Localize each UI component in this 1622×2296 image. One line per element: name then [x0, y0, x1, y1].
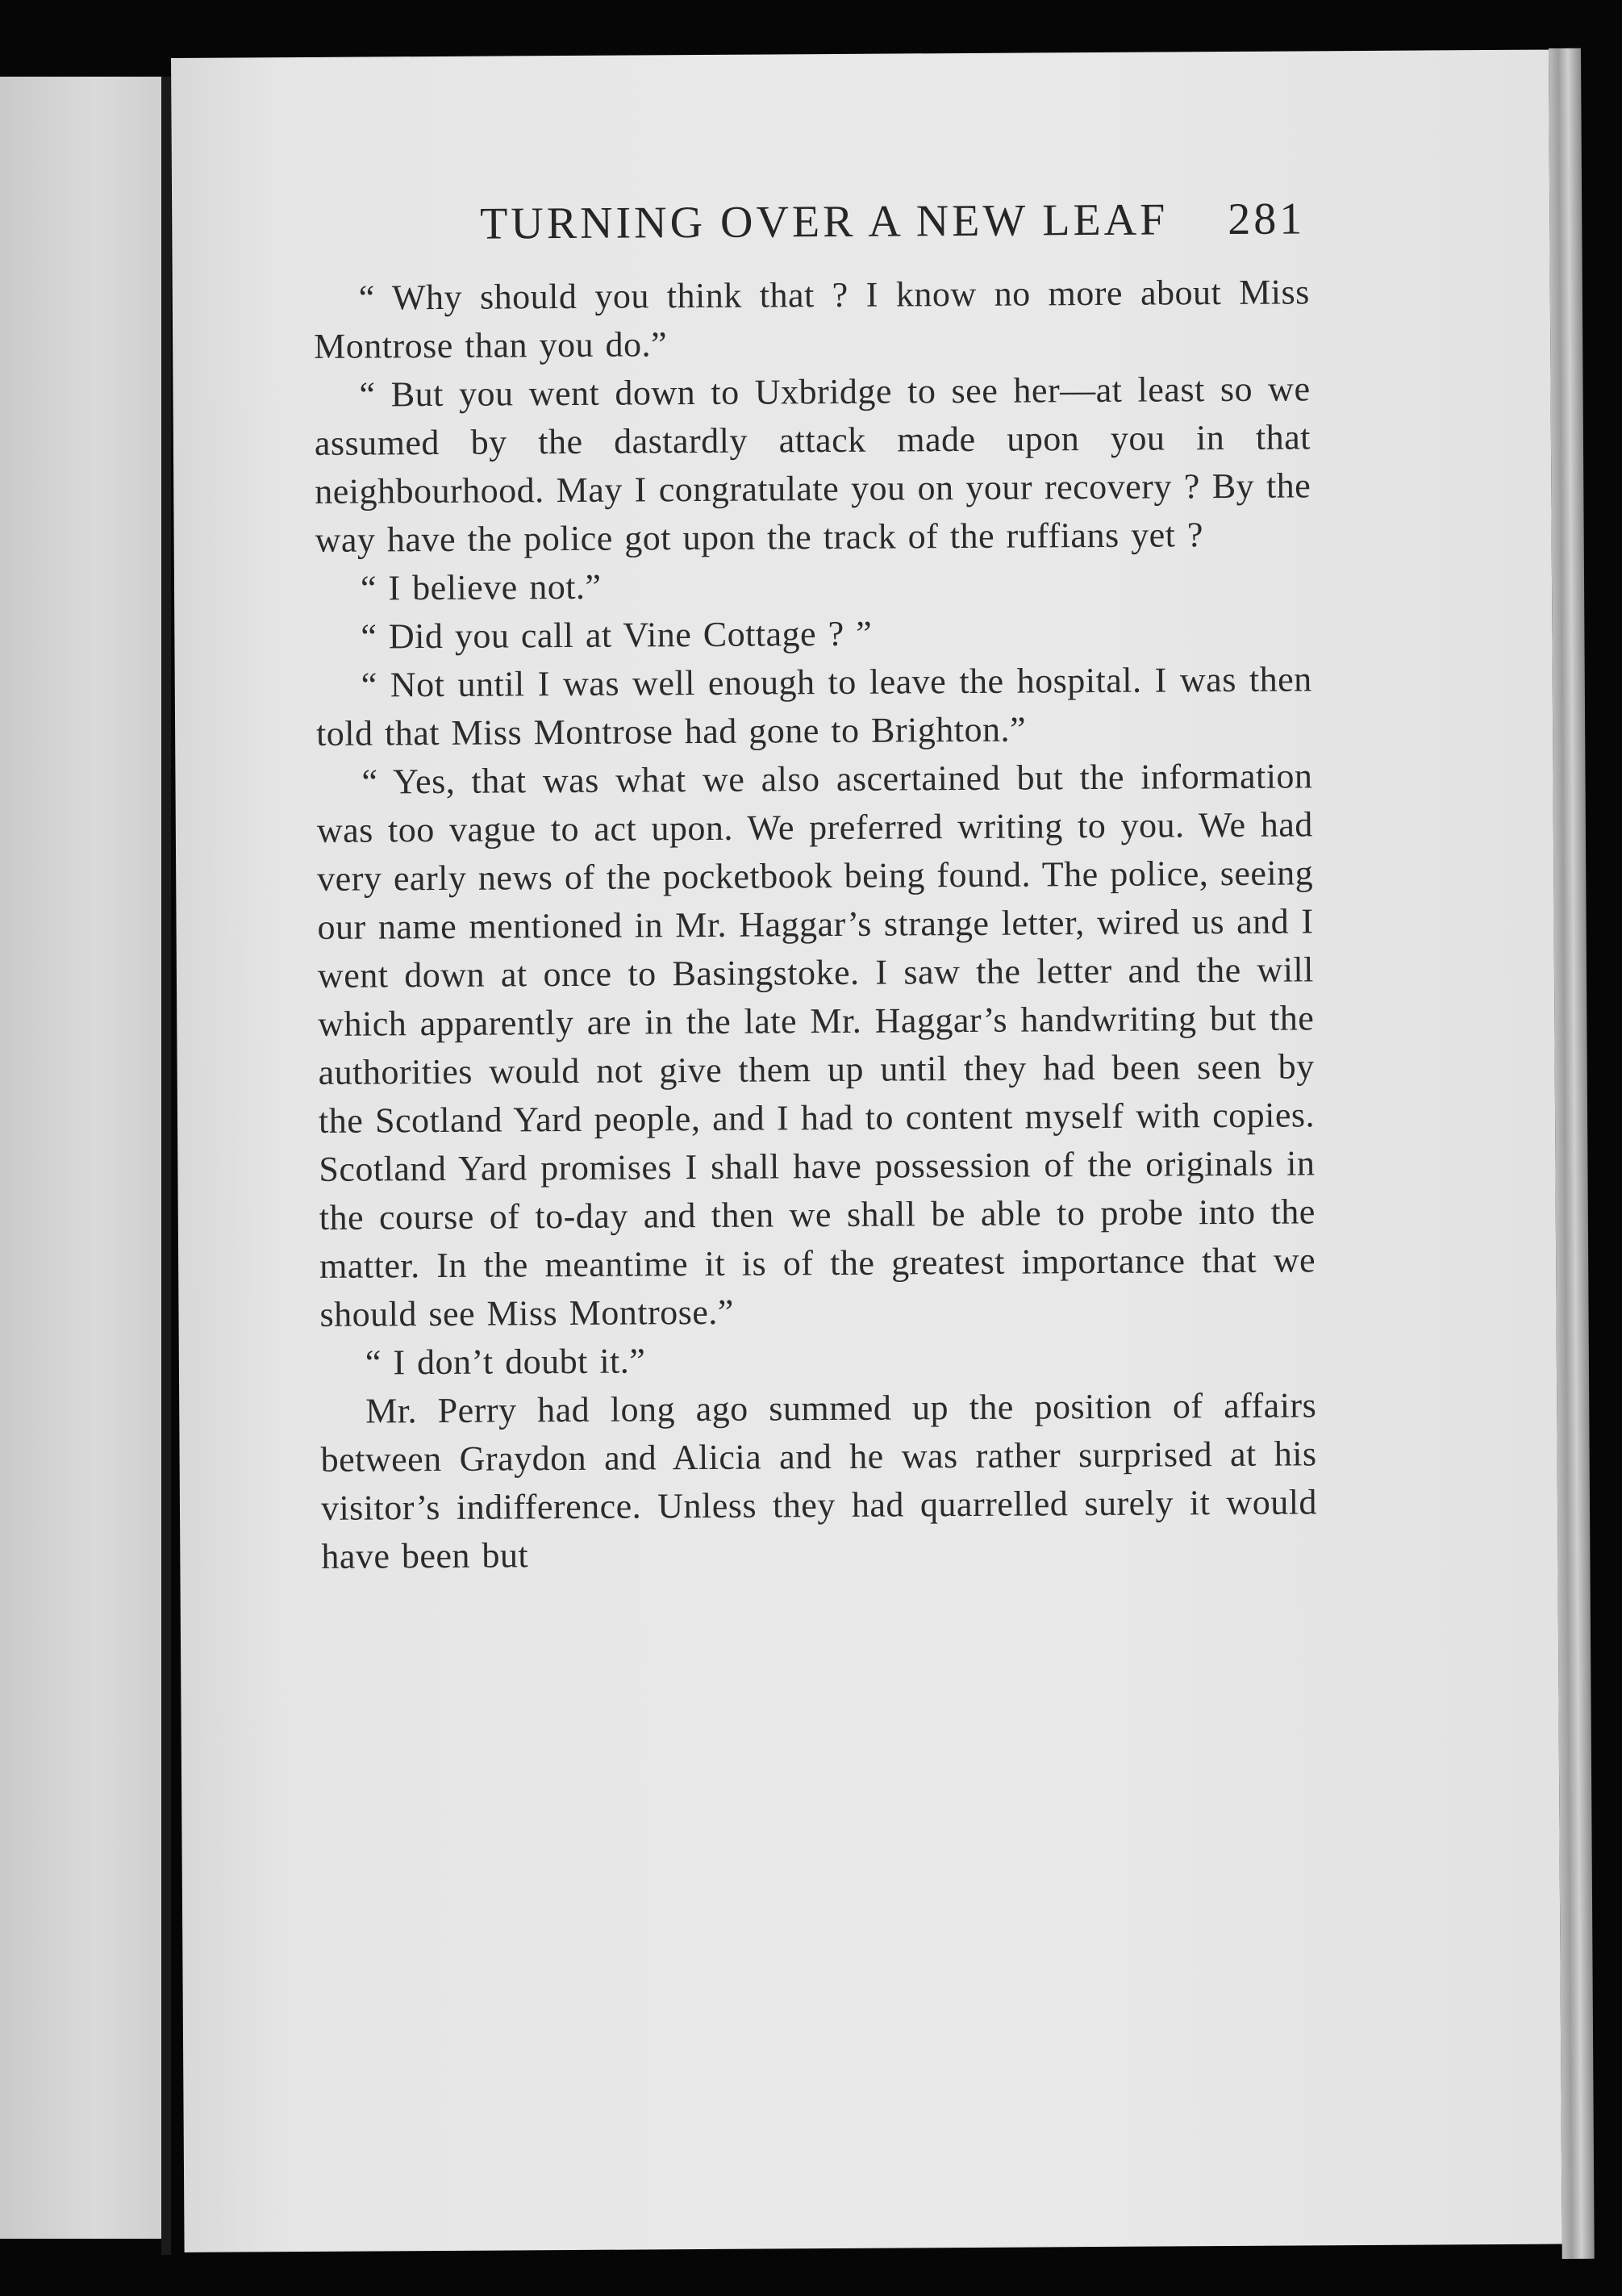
page-number: 281: [1228, 194, 1306, 244]
facing-page: [0, 77, 161, 2239]
book-gutter: [161, 77, 171, 2255]
paragraph: “ Why should you think that ? I know no more about Miss Montrose than you do.”: [314, 272, 1310, 366]
running-head-title: TURNING OVER A NEW LEAF: [479, 194, 1169, 249]
paragraph: “ Did you call at Vine Cottage ? ”: [361, 613, 873, 657]
paragraph: “ But you went down to Uxbridge to see her—at least so we assumed by the dastardly attack made upon you in that neighbourhood. May I congratulate you on your recovery ? By the way have the police got upon the track of the ruffians yet ?: [314, 369, 1311, 560]
page-text: [313, 192, 1317, 1581]
book-page: [171, 50, 1562, 2252]
paragraph: “ Not until I was well enough to leave the hospital. I was then told that Miss Montrose had gone to Brighton.”: [315, 659, 1312, 754]
running-head: [313, 192, 1309, 252]
paragraph: Mr. Perry had long ago summed up the position of affairs between Graydon and Alicia and he was rather surprised at his visitor’s indifference. Unless they had quarrelled surely it would have been but: [320, 1385, 1318, 1576]
paragraph: “ Yes, that was what we also ascertained but the information was too vague to act upon. We preferred writing to you. We had very early news of the pocketbook being found. The police, seeing our name mentioned in Mr. Haggar’s strange letter, wired us and I went down at once to Basingstoke. I saw the letter and the will which apparently are in the late Mr. Haggar’s handwriting but the authorities would not give them up until they had been seen by the Scotland Yard people, and I had to content myself with copies. Scotland Yard promises I shall have possession of the originals in the course of to-day and then we shall be able to probe into the matter. In the meantime it is of the greatest importance that we should see Miss Montrose.”: [316, 756, 1316, 1334]
paragraph: “ I don’t doubt it.”: [365, 1341, 646, 1383]
paragraph: “ I believe not.”: [360, 566, 602, 608]
